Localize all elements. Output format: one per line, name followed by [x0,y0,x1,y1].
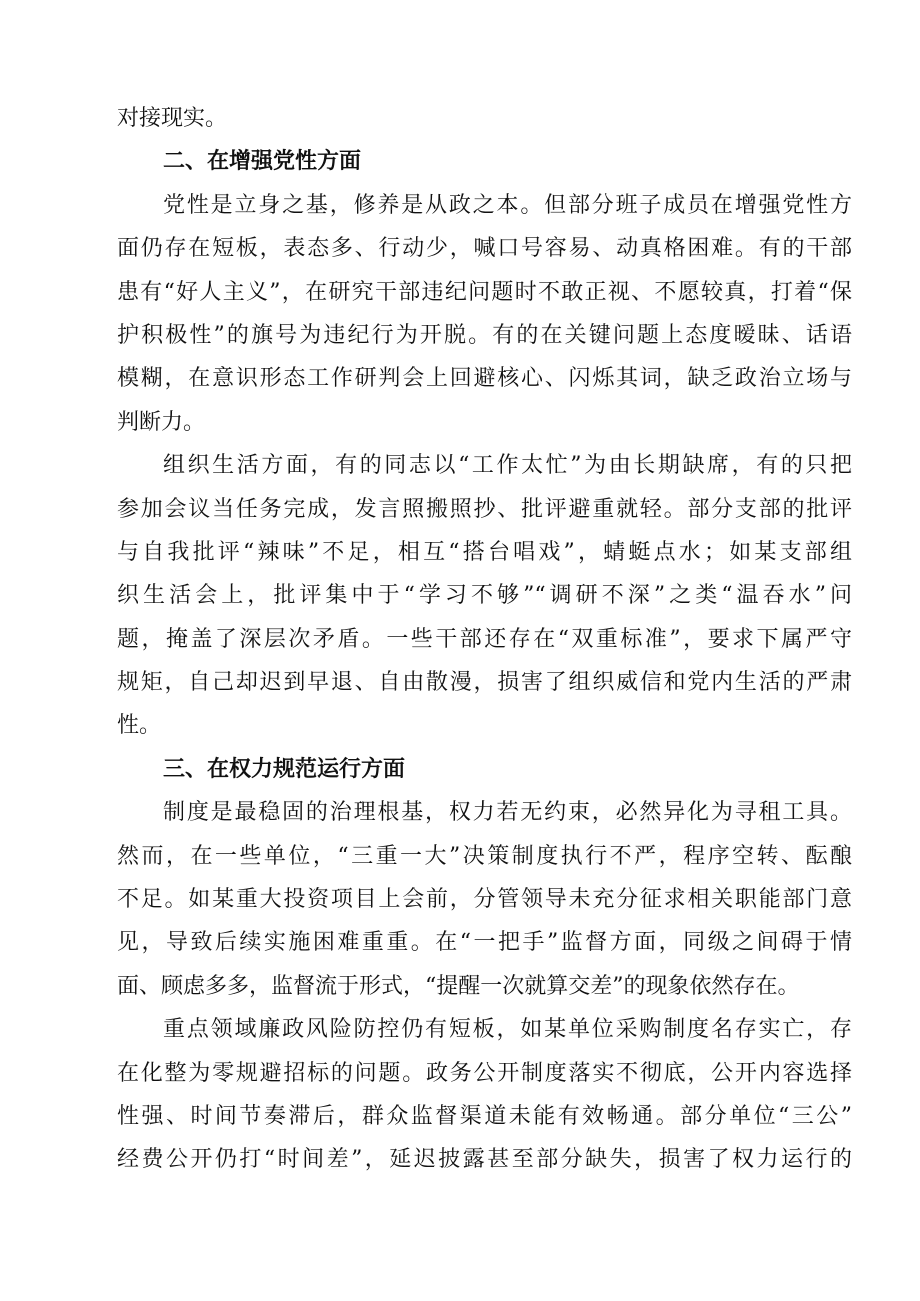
text-line: 规矩，自己却迟到早退、自由散漫，损害了组织威信和党内生活的严肃 [117,670,852,696]
text-line: 组织生活方面，有的同志以“工作太忙”为由长期缺席，有的只把 [163,453,852,479]
text-line: 不足。如某重大投资项目上会前，分管领导未充分征求相关职能部门意 [117,887,852,913]
text-line: 面仍存在短板，表态多、行动少，喊口号容易、动真格困难。有的干部 [117,236,852,262]
text-line: 然而，在一些单位，“三重一大”决策制度执行不严，程序空转、酝酿 [117,843,852,869]
text-line: 重点领域廉政风险防控仍有短板，如某单位采购制度名存实亡，存 [163,1017,852,1043]
text-line: 在化整为零规避招标的问题。政务公开制度落实不彻底，公开内容选择 [117,1060,852,1086]
text-line: 面、顾虑多多，监督流于形式，“提醒一次就算交差”的现象依然存在。 [117,973,800,999]
section-heading-3: 三、在权力规范运行方面 [163,756,406,782]
text-line: 患有“好人主义”，在研究干部违纪问题时不敢正视、不愿较真，打着“保 [117,279,852,305]
text-line: 经费公开仍打“时间差”，延迟披露甚至部分缺失，损害了权力运行的 [117,1147,852,1173]
text-line: 见，导致后续实施困难重重。在“一把手”监督方面，同级之间碍于情 [117,930,852,956]
text-line: 性。 [117,713,162,739]
document-page [117,97,852,1182]
paragraph [117,184,852,444]
text-line: 题，掩盖了深层次矛盾。一些干部还存在“双重标准”，要求下属严守 [117,626,852,652]
text-line: 护积极性”的旗号为违纪行为开脱。有的在关键问题上态度暧昧、话语 [117,322,852,348]
text-line: 对接现实。 [117,106,228,131]
paragraph [117,1008,852,1182]
section-heading-2: 二、在增强党性方面 [163,149,362,175]
text-line: 制度是最稳固的治理根基，权力若无约束，必然异化为寻租工具。 [163,800,852,826]
text-line: 参加会议当任务完成，发言照搬照抄、批评避重就轻。部分支部的批评 [117,496,852,522]
text-line: 织生活会上，批评集中于“学习不够”“调研不深”之类“温吞水”问 [117,583,852,609]
text-line: 性强、时间节奏滞后，群众监督渠道未能有效畅通。部分单位“三公” [117,1103,852,1129]
paragraph [117,444,852,748]
text-line: 判断力。 [117,409,206,435]
paragraph [117,791,852,1008]
text-line: 与自我批评“辣味”不足，相互“搭台唱戏”，蜻蜓点水；如某支部组 [117,539,852,565]
text-line: 模糊，在意识形态工作研判会上回避核心、闪烁其词，缺乏政治立场与 [117,366,852,392]
text-line: 党性是立身之基，修养是从政之本。但部分班子成员在增强党性方 [163,192,852,218]
